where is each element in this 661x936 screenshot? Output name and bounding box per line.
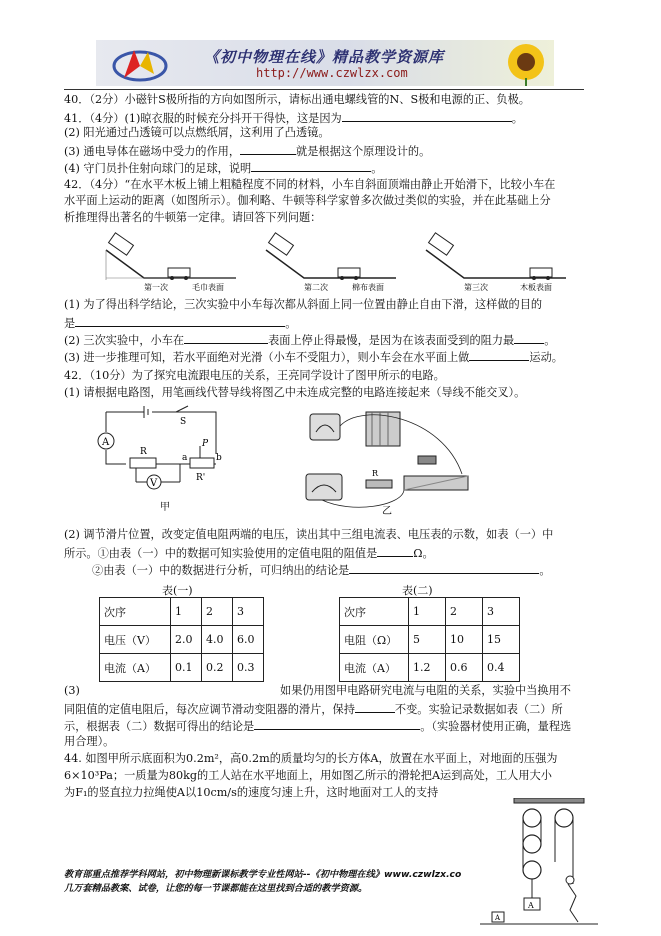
q43-3b: 同阻值的定值电阻后，每次应调节滑动变阻器的滑片，保持 不变。实验记录数据如表（二）所 xyxy=(64,703,563,716)
q42-2: (2) 三次实验中，小车在 表面上停止得最慢，是因为在该表面受到的阻力最 。 xyxy=(64,334,556,347)
q40-text: 40．（2分）小磁针S极所指的方向如图所示，请标出通电螺线管的N、S极和电源的正、负极。 xyxy=(64,93,530,106)
ramp2-label: 第二次 xyxy=(304,283,328,292)
ramp2-material: 棉布表面 xyxy=(352,283,384,292)
q43-text: 42．（10分）为了探究电流跟电压的关系，王亮同学设计了图甲所示的电路。 xyxy=(64,369,445,382)
svg-text:A: A xyxy=(102,437,110,448)
resistor-symbol xyxy=(130,458,156,468)
table-row: 次序 1 2 3 xyxy=(340,598,520,626)
circuit-apparatus-yi xyxy=(292,406,492,522)
table1 xyxy=(99,597,264,682)
q44-3: 为F₁的竖直拉力拉绳使A以10cm/s的速度匀速上升，这时地面对工人的支持 xyxy=(64,786,439,799)
svg-text:P: P xyxy=(202,439,209,449)
q44-1: 44. 如图甲所示底面积为0.2m²，高0.2m的质量均匀的长方体A，放置在水平面上，对地面的压强为 xyxy=(64,752,558,765)
table2 xyxy=(339,597,520,682)
svg-text:R: R xyxy=(372,469,379,478)
q42-1a: (1) 为了得出科学结论，三次实验中小车每次都从斜面上同一位置由静止自由下滑，这样做的目的 xyxy=(64,298,543,311)
q43-3c: 示，根据表（二）数据可得出的结论是 。（实验器材使用正确，量程选 xyxy=(64,720,572,733)
table-row: 电阻（Ω） 5 10 15 xyxy=(340,626,520,654)
svg-text:a: a xyxy=(182,453,188,463)
q42-1b: 是 。 xyxy=(64,317,297,330)
ramp3-label: 第三次 xyxy=(464,283,488,292)
q42-text-1: 42．（4分）“在水平木板上铺上粗糙程度不同的材料，小车自斜面顶端由静止开始滑下，比较小车在 xyxy=(64,178,556,191)
svg-text:V: V xyxy=(150,478,158,489)
ramp1-material: 毛巾表面 xyxy=(192,283,224,292)
q43-3d: 用合理）。 xyxy=(64,735,115,748)
pulley-figure xyxy=(480,798,598,936)
svg-text:A: A xyxy=(528,901,534,910)
footer-line-2: 几万套精品教案、试卷，让您的每一节课都能在这里找到合适的教学资源。 xyxy=(64,883,368,894)
header-banner xyxy=(96,40,554,86)
footer-line-1: 教育部重点推荐学科网站，初中物理新课标教学专业性网站--《初中物理在线》www.czwlzx.co xyxy=(64,869,462,880)
q42-text-2: 水平面上运动的距离（如图所示）。伽利略、牛顿等科学家曾多次做过类似的实验，并在此基础上分 xyxy=(64,194,551,207)
q41-1: 41．（4分）(1)晾衣服的时候充分抖开干得快，这是因为 。 xyxy=(64,112,523,125)
header-title: 《初中物理在线》精品教学资源库 xyxy=(204,48,445,66)
table-row: 电流（A） 0.1 0.2 0.3 xyxy=(100,654,264,682)
ramp-3 xyxy=(426,233,566,292)
ramp-2 xyxy=(266,233,396,292)
q44-2: 6×10³Pa；一质量为80kg的工人站在水平地面上，用如图乙所示的滑轮把A运到高处，工人用大小 xyxy=(64,769,552,782)
table1-caption: 表(一) xyxy=(162,584,193,597)
label-yi: 乙 xyxy=(382,506,392,517)
q43-3-num: (3) xyxy=(64,684,80,697)
svg-text:b: b xyxy=(216,453,222,463)
rheostat-symbol xyxy=(190,458,214,468)
ramp-figures xyxy=(96,228,566,292)
label-jia: 甲 xyxy=(160,502,170,513)
q41-3: (3) 通电导体在磁场中受力的作用， 就是根据这个原理设计的。 xyxy=(64,145,431,158)
q41-2: (2) 阳光通过凸透镜可以点燃纸屑，这利用了凸透镜。 xyxy=(64,126,330,139)
ramp3-material: 木板表面 xyxy=(520,283,552,292)
q43-3a: 如果仍用图甲电路研究电流与电阻的关系，实验中当换用不 xyxy=(280,684,571,697)
table2-caption: 表(二) xyxy=(402,584,433,597)
q43-2a: (2) 调节滑片位置，改变定值电阻两端的电压，读出其中三组电流表、电压表的示数，如表（一）中 xyxy=(64,528,554,541)
worker-icon xyxy=(568,884,578,922)
table-row: 次序 1 2 3 xyxy=(100,598,264,626)
circuit-diagram-jia xyxy=(96,402,236,514)
q43-2b: 所示。①由表（一）中的数据可知实验使用的定值电阻的阻值是 Ω。 xyxy=(64,547,434,560)
logo-icon xyxy=(110,44,170,84)
ramp-1 xyxy=(106,233,236,292)
svg-text:A: A xyxy=(495,914,501,922)
svg-text:S: S xyxy=(180,417,187,427)
q42-text-3: 析推理得出著名的牛顿第一定律。请回答下列问题： xyxy=(64,211,322,224)
header-rule xyxy=(64,89,584,90)
header-url: http://www.czwlzx.com xyxy=(256,66,408,80)
table-row: 电压（V） 2.0 4.0 6.0 xyxy=(100,626,264,654)
svg-text:R': R' xyxy=(196,473,206,483)
q43-1: (1) 请根据电路图，用笔画线代替导线将图乙中未连成完整的电路连接起来（导线不能交叉）。 xyxy=(64,386,526,399)
table-row: 电流（A） 1.2 0.6 0.4 xyxy=(340,654,520,682)
sunflower-icon xyxy=(498,40,554,86)
svg-text:R: R xyxy=(140,447,147,457)
q41-4: (4) 守门员扑住射向球门的足球，说明 。 xyxy=(64,162,383,175)
q42-3: (3) 进一步推理可知，若水平面绝对光滑（小车不受阻力），则小车会在水平面上做 运动。 xyxy=(64,351,563,364)
ramp1-label: 第一次 xyxy=(144,283,168,292)
switch-icon xyxy=(418,456,436,464)
q43-2c: ②由表（一）中的数据进行分析，可归纳出的结论是 。 xyxy=(92,564,551,577)
